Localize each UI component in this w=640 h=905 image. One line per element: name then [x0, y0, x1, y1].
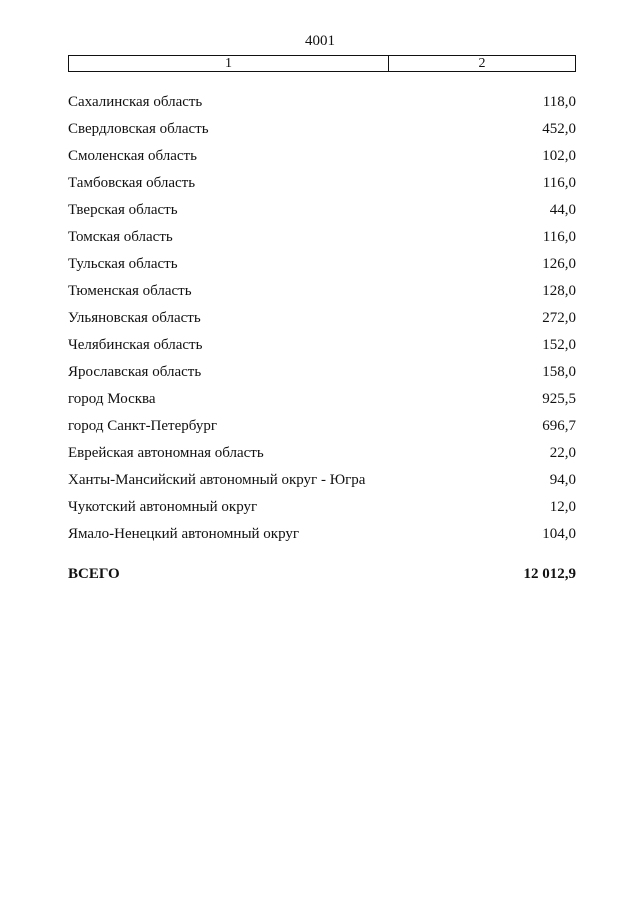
region-value: 94,0 — [549, 471, 576, 488]
region-name: Свердловская область — [68, 120, 209, 137]
total-row — [68, 565, 576, 583]
table-row — [68, 304, 576, 331]
region-value: 116,0 — [542, 228, 576, 245]
region-value: 696,7 — [542, 417, 576, 434]
region-value: 44,0 — [549, 201, 576, 218]
table-row — [68, 331, 576, 358]
region-name: Сахалинская область — [68, 93, 203, 110]
table-row — [68, 115, 576, 142]
region-value: 12,0 — [549, 498, 576, 515]
table-row — [68, 169, 576, 196]
column-header-2: 2 — [478, 56, 486, 71]
total-value: 12 012,9 — [523, 566, 576, 582]
table-row — [68, 88, 576, 115]
region-list — [68, 88, 576, 547]
page-number: 4001 — [305, 33, 335, 49]
region-name: Тульская область — [68, 255, 178, 272]
table-row — [68, 277, 576, 304]
region-value: 116,0 — [542, 174, 576, 191]
region-value: 126,0 — [542, 255, 576, 272]
region-name: город Москва — [68, 390, 156, 407]
region-value: 925,5 — [542, 390, 576, 407]
region-value: 118,0 — [542, 93, 576, 110]
region-name: Ульяновская область — [68, 309, 201, 326]
table-row — [68, 196, 576, 223]
region-name: Еврейская автономная область — [68, 444, 264, 461]
region-value: 128,0 — [542, 282, 576, 299]
region-value: 152,0 — [542, 336, 576, 353]
region-name: Томская область — [68, 228, 173, 245]
table-row — [68, 412, 576, 439]
region-value: 158,0 — [542, 363, 576, 380]
table-row — [68, 250, 576, 277]
region-name: Тверская область — [68, 201, 178, 218]
table-row — [68, 385, 576, 412]
table-row — [68, 493, 576, 520]
region-value: 452,0 — [542, 120, 576, 137]
region-name: Ханты-Мансийский автономный округ - Югра — [68, 471, 366, 488]
region-name: Ямало-Ненецкий автономный округ — [68, 525, 300, 542]
table-row — [68, 223, 576, 250]
column-header-1: 1 — [69, 56, 389, 71]
total-label: ВСЕГО — [68, 566, 120, 582]
region-name: Чукотский автономный округ — [68, 498, 258, 515]
region-name: Тюменская область — [68, 282, 192, 299]
region-name: Ярославская область — [68, 363, 202, 380]
region-value: 272,0 — [542, 309, 576, 326]
region-value: 102,0 — [542, 147, 576, 164]
table-row — [68, 439, 576, 466]
table-row — [68, 358, 576, 385]
region-value: 22,0 — [549, 444, 576, 461]
column-header-row — [68, 55, 576, 72]
table-row — [68, 466, 576, 493]
region-name: Смоленская область — [68, 147, 197, 164]
region-value: 104,0 — [542, 525, 576, 542]
table-row — [68, 142, 576, 169]
region-name: город Санкт-Петербург — [68, 417, 217, 434]
region-name: Челябинская область — [68, 336, 203, 353]
table-row — [68, 520, 576, 547]
region-name: Тамбовская область — [68, 174, 196, 191]
